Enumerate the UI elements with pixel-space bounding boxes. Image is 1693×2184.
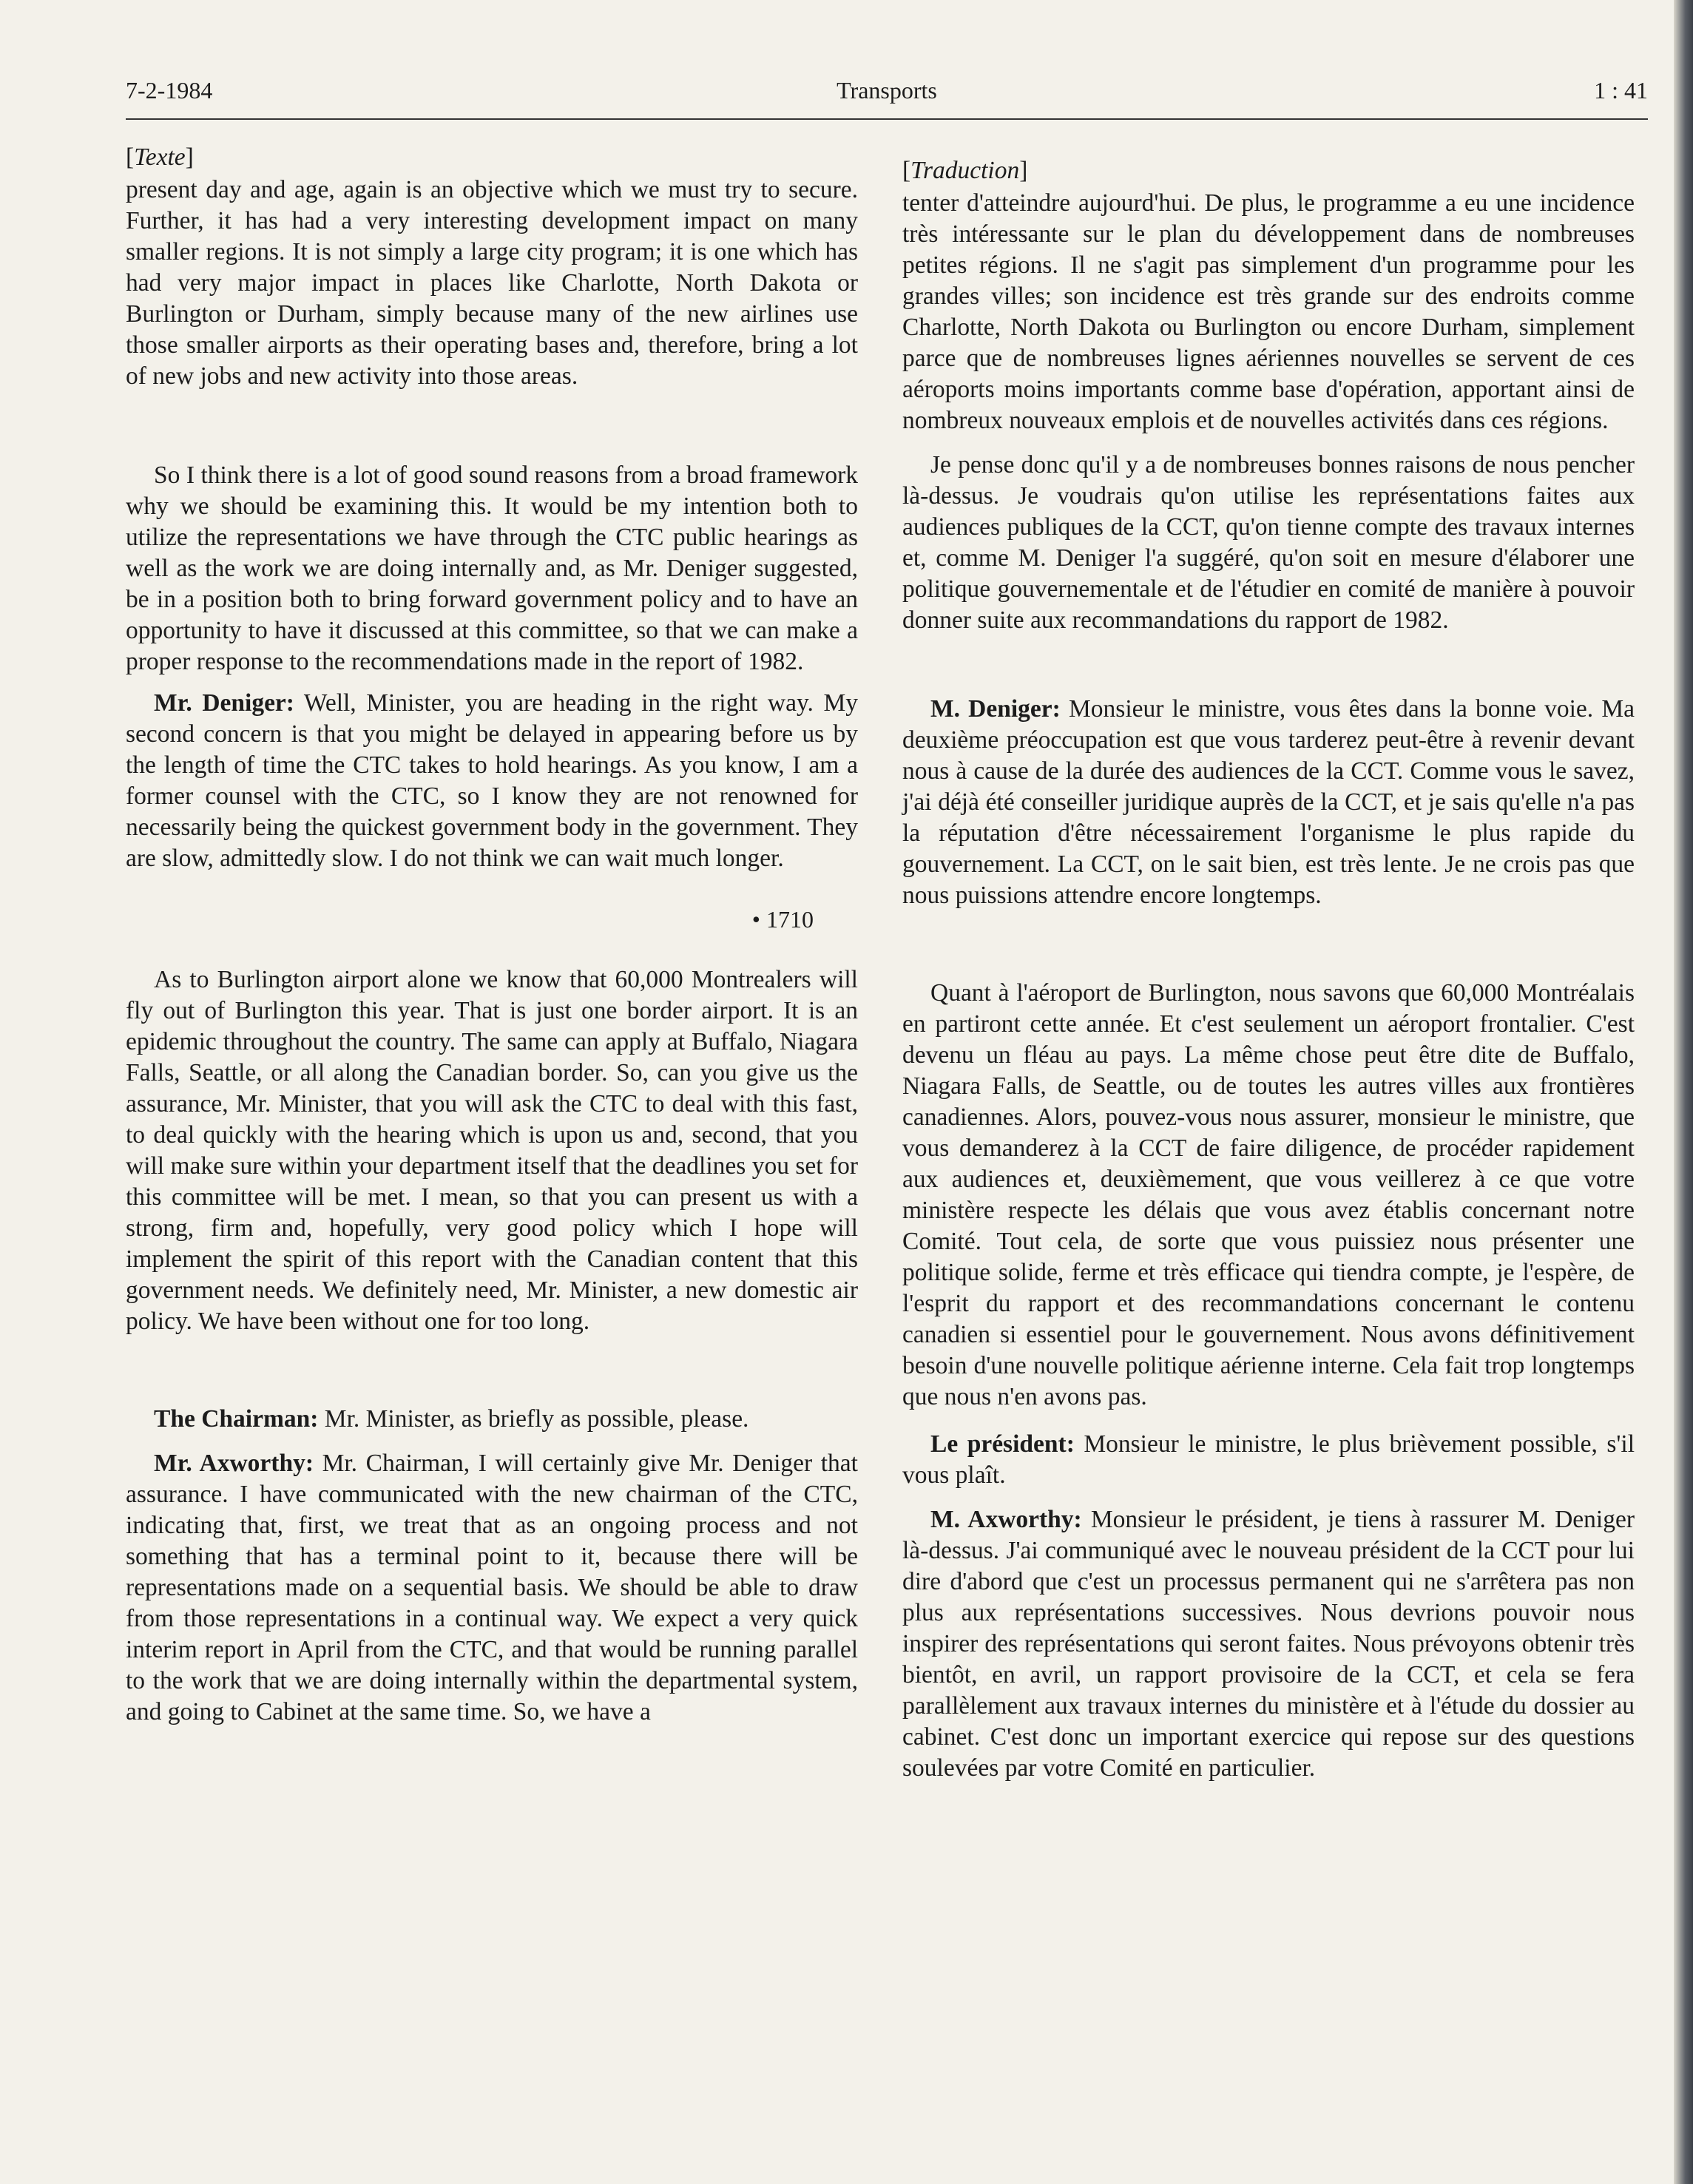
speaker-paragraph [126,1448,858,1728]
header-title: Transports [837,77,937,104]
speaker-paragraph [126,1404,858,1435]
speech-text: Monsieur le ministre, vous êtes dans la bonne voie. Ma deuxième préoccupation est que vous tarderez peut-être à revenir devant nous à cause de la durée des audiences de la CCT. Comme vous le savez, j'ai déjà été conseiller juridique auprès de la CCT, et je sais qu'elle n'a pas la réputation d'être nécessairement l'organisme le plus rapide du gouvernement. La CCT, on le sait bien, est très lente. Je ne crois pas que nous puissions attendre encore longtemps. [902,695,1635,909]
french-column [902,142,1635,1784]
speech-text: Monsieur le ministre, le plus brièvement possible, s'il vous plaît. [902,1430,1635,1489]
speaker-paragraph [902,1429,1635,1491]
speaker-name: M. Axworthy: [930,1506,1082,1533]
speech-text: Monsieur le président, je tiens à rassurer M. Deniger là-dessus. J'ai communiqué avec le nouveau président de la CCT pour lui dire d'abord que c'est un processus permanent qui ne s'arrêtera pas non plus aux représentations successives. Nous devrions pouvoir nous inspirer des représentations qui seront faites. Nous prévoyons obtenir très bientôt, en avril, un rapport provisoire de la CCT, et cela se fera parallèlement aux travaux internes du ministère et à l'étude du dossier au cabinet. C'est donc un important exercice qui repose sur des questions soulevées par votre Comité en particulier. [902,1506,1635,1782]
speech-text: Mr. Chairman, I will certainly give Mr. Deniger that assurance. I have communicated with the new chairman of the CTC, indicating that, first, we treat that as an ongoing process and not something that has a terminal point to it, because there will be representations made on a sequential basis. We should be able to draw from those representations in a continual way. We expect a very quick interim report in April from the CTC, and that would be running parallel to the work that we are doing internally within the departmental system, and going to Cabinet at the same time. So, we have a [126,1450,858,1725]
paragraph: present day and age, again is an objective which we must try to secure. Further, it has had a very interesting development impact on many smaller regions. It is not simply a large city program; it is one which has had very major impact in places like Charlotte, North Dakota or Burlington or Durham, simply because many of the new airlines use those smaller airports as their operating bases and, therefore, bring a lot of new jobs and new activity into those areas. [126,176,858,390]
paragraph: Je pense donc qu'il y a de nombreuses bonnes raisons de nous pencher là-dessus. Je voudrais qu'on utilise les représentations faites aux audiences publiques de la CCT, qu'on tienne compte des travaux internes et, comme M. Deniger l'a suggéré, qu'on soit en mesure d'élaborer une politique gouvernementale et de l'étudier en comité de manière à pouvoir donner suite aux recommandations du rapport de 1982. [902,451,1635,634]
speaker-paragraph [902,694,1635,911]
page-header [126,77,1648,120]
speaker-name: Le président: [930,1430,1075,1458]
speech-text: Well, Minister, you are heading in the right way. My second concern is that you might be delayed in appearing before us by the length of time the CTC takes to hold hearings. As you know, I am a former counsel with the CTC, so I know they are not renowned for necessarily being the quickest government body in the government. They are slow, admittedly slow. I do not think we can wait much longer. [126,689,858,872]
speaker-paragraph [902,1504,1635,1784]
speaker-name: Mr. Deniger: [154,689,294,717]
header-date: 7-2-1984 [126,77,213,104]
paragraph: So I think there is a lot of good sound reasons from a broad framework why we should be examining this. It would be my intention both to utilize the representations we have through the CTC public hearings as well as the work we are doing internally and, as Mr. Deniger suggested, be in a position both to bring forward government policy and to have an opportunity to have it discussed at this committee, so that we can make a proper response to the recommendations made in the report of 1982. [126,462,858,675]
translation-tag: [Traduction] [902,157,1028,184]
paragraph: As to Burlington airport alone we know that 60,000 Montrealers will fly out of Burlington this year. That is just one border airport. It is an epidemic throughout the country. The same can apply at Buffalo, Niagara Falls, Seattle, or all along the Canadian border. So, can you give us the assurance, Mr. Minister, that you will ask the CTC to deal with this fast, to deal quickly with the hearing which is upon us and, second, that you will make sure within your department itself that the deadlines you set for this committee will be met. I mean, so that you can present us with a strong, firm and, hopefully, very good policy which I hope will implement the spirit of this report with the Canadian content that this government needs. We definitely need, Mr. Minister, a new domestic air policy. We have been without one for too long. [126,966,858,1335]
paragraph: Quant à l'aéroport de Burlington, nous savons que 60,000 Montréalais en partiront cette année. Et c'est seulement un aéroport frontalier. C'est devenu un fléau au pays. La même chose peut être dite de Buffalo, Niagara Falls, de Seattle, ou de toutes les autres villes aux frontières canadiennes. Alors, pouvez-vous nous assurer, monsieur le ministre, que vous demanderez à la CCT de faire diligence, de procéder rapidement aux audiences et, deuxièmement, que vous veillerez à ce que votre ministère respecte les délais que vous avez établis concernant notre Comité. Tout cela, de sorte que vous puissiez nous présenter une politique solide, ferme et très efficace qui tiendra compte, je l'espère, de l'esprit du rapport et des recommandations concernant le contenu canadien si essentiel pour le gouvernement. Nous avons définitivement besoin d'une nouvelle politique aérienne interne. Cela fait trop longtemps que nous n'en avons pas. [902,979,1635,1410]
paragraph: tenter d'atteindre aujourd'hui. De plus, le programme a eu une incidence très intéressante sur le plan du développement dans de nombreuses petites régions. Il ne s'agit pas simplement d'un programme pour les grandes villes; son incidence est très grande sur des endroits comme Charlotte, North Dakota ou Burlington ou encore Durham, simplement parce que de nombreuses lignes aériennes nouvelles se servent de ces aéroports moins importants comme base d'opération, apportant ainsi de nombreux nouveaux emplois et de nouvelles activités dans ces régions. [902,189,1635,434]
english-column [126,142,858,1728]
speaker-paragraph [126,688,858,874]
speaker-name: Mr. Axworthy: [154,1450,314,1477]
text-tag: [Texte] [126,143,194,171]
speaker-name: The Chairman: [154,1405,319,1433]
header-page-number: 1 : 41 [1594,77,1648,104]
binding-spine [1674,0,1693,2184]
time-marker: • 1710 [751,906,814,933]
speaker-name: M. Deniger: [930,695,1061,723]
speech-text: Mr. Minister, as briefly as possible, please. [318,1405,749,1433]
